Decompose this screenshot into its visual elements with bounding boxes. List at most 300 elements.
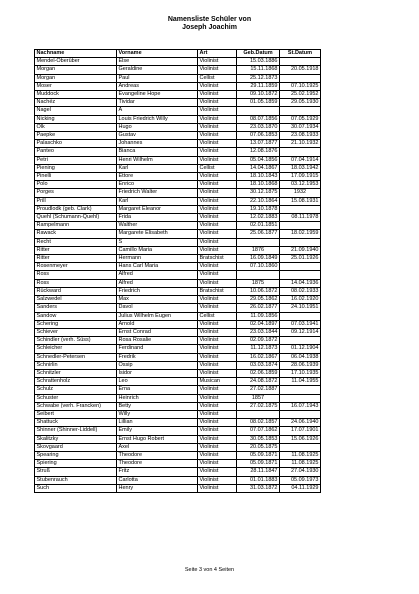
geb-datum-cell: 27.02.1875 bbox=[237, 402, 280, 410]
art-cell: Violinist bbox=[198, 279, 237, 287]
geb-datum-cell: 08.02.1857 bbox=[237, 419, 280, 427]
vorname-cell: Ettore bbox=[117, 173, 198, 181]
st-datum-cell: 11.08.1925 bbox=[280, 451, 321, 459]
table-row bbox=[35, 443, 321, 451]
art-cell: Violinist bbox=[198, 263, 237, 271]
st-datum-cell: 17.07.1901 bbox=[280, 427, 321, 435]
vorname-cell: Ferdinand bbox=[117, 345, 198, 353]
geb-datum-cell: 16.09.1849 bbox=[237, 255, 280, 263]
art-cell: Violinist bbox=[198, 337, 237, 345]
table-row bbox=[35, 386, 321, 394]
geb-datum-cell: 18.10.1868 bbox=[237, 181, 280, 189]
art-cell: Violinist bbox=[198, 369, 237, 377]
art-cell: Cellist bbox=[198, 312, 237, 320]
table-row bbox=[35, 296, 321, 304]
st-datum-cell: 24.06.1940 bbox=[280, 419, 321, 427]
art-cell: Violinist bbox=[198, 328, 237, 336]
nachname-cell: Palaschko bbox=[35, 140, 117, 148]
nachname-cell: Schwabe (verh. Francken) bbox=[35, 402, 117, 410]
table-row bbox=[35, 394, 321, 402]
vorname-cell: Ernst Conrad bbox=[117, 328, 198, 336]
geb-datum-cell: 15.11.1868 bbox=[237, 66, 280, 74]
table-row bbox=[35, 107, 321, 115]
st-datum-cell: 08.02.1933 bbox=[280, 287, 321, 295]
st-datum-cell: 17.09.1915 bbox=[280, 173, 321, 181]
vorname-cell: Geraldine bbox=[117, 66, 198, 74]
st-datum-cell: 07.10.1925 bbox=[280, 82, 321, 90]
nachname-cell: Skovgaard bbox=[35, 443, 117, 451]
nachname-cell: Prill bbox=[35, 197, 117, 205]
nachname-cell: Rückward bbox=[35, 287, 117, 295]
art-cell: Cellist bbox=[198, 164, 237, 172]
nachname-cell: Skalitzky bbox=[35, 435, 117, 443]
st-datum-cell bbox=[280, 238, 321, 246]
st-datum-cell: 07.03.1941 bbox=[280, 320, 321, 328]
table-row bbox=[35, 230, 321, 238]
nachname-cell: Proudlodk (geb. Clark) bbox=[35, 205, 117, 213]
vorname-cell: Frida bbox=[117, 214, 198, 222]
geb-datum-cell: 01.05.1859 bbox=[237, 99, 280, 107]
art-cell: Violinist bbox=[198, 91, 237, 99]
table-row bbox=[35, 353, 321, 361]
geb-datum-cell: 13.07.1877 bbox=[237, 140, 280, 148]
geb-datum-cell: 1876 bbox=[237, 246, 280, 254]
nachname-cell: Polo bbox=[35, 181, 117, 189]
st-datum-cell: 14.04.1936 bbox=[280, 279, 321, 287]
geb-datum-cell: 23.03.1870 bbox=[237, 123, 280, 131]
st-datum-cell: 30.07.1934 bbox=[280, 123, 321, 131]
vorname-cell: Henry bbox=[117, 484, 198, 492]
vorname-cell: Theodore bbox=[117, 451, 198, 459]
vorname-cell: Bianca bbox=[117, 148, 198, 156]
st-datum-cell bbox=[280, 410, 321, 418]
nachname-cell: Recht bbox=[35, 238, 117, 246]
art-cell: Violinist bbox=[198, 386, 237, 394]
st-datum-cell bbox=[280, 271, 321, 279]
vorname-cell: Evangeline Hope bbox=[117, 91, 198, 99]
vorname-cell: Betty bbox=[117, 402, 198, 410]
art-cell: Violinist bbox=[198, 82, 237, 90]
geb-datum-cell: 28.11.1847 bbox=[237, 468, 280, 476]
nachname-cell: Salzwedel bbox=[35, 296, 117, 304]
table-row bbox=[35, 123, 321, 131]
art-cell: Bratschist bbox=[198, 287, 237, 295]
vorname-cell: Walther bbox=[117, 222, 198, 230]
nachname-cell: Schiever bbox=[35, 328, 117, 336]
art-cell: Violinist bbox=[198, 460, 237, 468]
st-datum-cell bbox=[280, 263, 321, 271]
vorname-cell: Camillo Maria bbox=[117, 246, 198, 254]
st-datum-cell: 28.06.1939 bbox=[280, 361, 321, 369]
table-row bbox=[35, 66, 321, 74]
page-footer: Seite 3 von 4 Seiten bbox=[184, 567, 235, 573]
nachname-cell: Schnitzler bbox=[35, 369, 117, 377]
nachname-cell: Nicking bbox=[35, 115, 117, 123]
nachname-cell: Sandow bbox=[35, 312, 117, 320]
vorname-cell: Henri Wilhelm bbox=[117, 156, 198, 164]
geb-datum-cell: 05.04.1856 bbox=[237, 156, 280, 164]
st-datum-cell: 20.05.1918 bbox=[280, 66, 321, 74]
st-datum-cell: 08.11.1978 bbox=[280, 214, 321, 222]
table-row bbox=[35, 427, 321, 435]
geb-datum-cell: 05.09.1871 bbox=[237, 460, 280, 468]
nachname-cell: Olk bbox=[35, 123, 117, 131]
st-datum-cell: 11.04.1955 bbox=[280, 378, 321, 386]
geb-datum-cell: 11.12.1873 bbox=[237, 345, 280, 353]
art-cell: Violinist bbox=[198, 361, 237, 369]
column-header-art: Art bbox=[198, 50, 237, 58]
art-cell: Violinist bbox=[198, 394, 237, 402]
art-cell: Violinist bbox=[198, 132, 237, 140]
table-row bbox=[35, 419, 321, 427]
geb-datum-cell: 05.09.1871 bbox=[237, 451, 280, 459]
st-datum-cell: 05.09.1973 bbox=[280, 476, 321, 484]
table-row bbox=[35, 263, 321, 271]
vorname-cell: Ossip bbox=[117, 361, 198, 369]
art-cell: Violinist bbox=[198, 468, 237, 476]
table-row bbox=[35, 197, 321, 205]
geb-datum-cell: 12.08.1876 bbox=[237, 148, 280, 156]
table-row bbox=[35, 91, 321, 99]
vorname-cell: Fredrik bbox=[117, 353, 198, 361]
vorname-cell: Willy bbox=[117, 410, 198, 418]
st-datum-cell bbox=[280, 386, 321, 394]
vorname-cell: Margarete Elisabeth bbox=[117, 230, 198, 238]
vorname-cell: Tividar bbox=[117, 99, 198, 107]
geb-datum-cell: 07.06.1853 bbox=[237, 132, 280, 140]
st-datum-cell bbox=[280, 222, 321, 230]
art-cell: Violinist bbox=[198, 66, 237, 74]
geb-datum-cell: 02.01.1851 bbox=[237, 222, 280, 230]
st-datum-cell bbox=[280, 107, 321, 115]
vorname-cell: Karl bbox=[117, 164, 198, 172]
art-cell: Violinist bbox=[198, 304, 237, 312]
geb-datum-cell: 12.02.1883 bbox=[237, 214, 280, 222]
geb-datum-cell: 03.03.1874 bbox=[237, 361, 280, 369]
column-header-st-datum: St.Datum bbox=[280, 50, 321, 58]
art-cell: Cellist bbox=[198, 74, 237, 82]
art-cell: Violinist bbox=[198, 189, 237, 197]
st-datum-cell: 16.07.1943 bbox=[280, 402, 321, 410]
st-datum-cell: 23.08.1933 bbox=[280, 132, 321, 140]
art-cell: Bratschist bbox=[198, 255, 237, 263]
geb-datum-cell: 24.08.1872 bbox=[237, 378, 280, 386]
nachname-cell: Shattuck bbox=[35, 419, 117, 427]
geb-datum-cell: 02.06.1859 bbox=[237, 369, 280, 377]
st-datum-cell: 06.04.1938 bbox=[280, 353, 321, 361]
nachname-cell: Mendel-Oberüber bbox=[35, 58, 117, 66]
vorname-cell: Axel bbox=[117, 443, 198, 451]
geb-datum-cell: 22.10.1864 bbox=[237, 197, 280, 205]
table-row bbox=[35, 115, 321, 123]
table-row bbox=[35, 99, 321, 107]
geb-datum-cell: 01.01.1883 bbox=[237, 476, 280, 484]
table-row bbox=[35, 222, 321, 230]
st-datum-cell: 07.04.1914 bbox=[280, 156, 321, 164]
vorname-cell: Friedrich bbox=[117, 287, 198, 295]
geb-datum-cell: 09.10.1872 bbox=[237, 91, 280, 99]
table-row bbox=[35, 132, 321, 140]
art-cell: Violinist bbox=[198, 419, 237, 427]
art-cell: Violinist bbox=[198, 197, 237, 205]
table-row bbox=[35, 337, 321, 345]
student-table bbox=[34, 49, 321, 493]
st-datum-cell: 24.10.1951 bbox=[280, 304, 321, 312]
table-row bbox=[35, 255, 321, 263]
vorname-cell: Andreas bbox=[117, 82, 198, 90]
st-datum-cell: 1932 bbox=[280, 189, 321, 197]
geb-datum-cell: 15.03.1886 bbox=[237, 58, 280, 66]
art-cell: Violinist bbox=[198, 115, 237, 123]
nachname-cell: Schleicher bbox=[35, 345, 117, 353]
table-row bbox=[35, 140, 321, 148]
nachname-cell: Such bbox=[35, 484, 117, 492]
art-cell: Violinist bbox=[198, 320, 237, 328]
geb-datum-cell bbox=[237, 410, 280, 418]
nachname-cell: Schering bbox=[35, 320, 117, 328]
nachname-cell: Rawack bbox=[35, 230, 117, 238]
art-cell: Violinist bbox=[198, 402, 237, 410]
table-row bbox=[35, 304, 321, 312]
geb-datum-cell bbox=[237, 271, 280, 279]
table-row bbox=[35, 148, 321, 156]
geb-datum-cell: 02.09.1872 bbox=[237, 337, 280, 345]
art-cell: Violinist bbox=[198, 271, 237, 279]
geb-datum-cell: 30.12.1875 bbox=[237, 189, 280, 197]
table-row bbox=[35, 328, 321, 336]
table-row bbox=[35, 238, 321, 246]
st-datum-cell: 25.01.1926 bbox=[280, 255, 321, 263]
st-datum-cell: 29.05.1930 bbox=[280, 99, 321, 107]
nachname-cell: Petri bbox=[35, 156, 117, 164]
table-row bbox=[35, 484, 321, 492]
vorname-cell: Hugo bbox=[117, 123, 198, 131]
st-datum-cell: 15.08.1931 bbox=[280, 197, 321, 205]
geb-datum-cell: 29.11.1859 bbox=[237, 82, 280, 90]
art-cell: Violinist bbox=[198, 353, 237, 361]
geb-datum-cell: 11.09.1856 bbox=[237, 312, 280, 320]
table-row bbox=[35, 361, 321, 369]
nachname-cell: Muddock bbox=[35, 91, 117, 99]
vorname-cell: Carlotta bbox=[117, 476, 198, 484]
vorname-cell: Lillian bbox=[117, 419, 198, 427]
nachname-cell: Morgan bbox=[35, 66, 117, 74]
table-row bbox=[35, 378, 321, 386]
vorname-cell: Margaret Eleanor bbox=[117, 205, 198, 213]
nachname-cell: Morgan bbox=[35, 74, 117, 82]
page-title-line-1: Namensliste Schüler von bbox=[167, 16, 252, 23]
st-datum-cell: 17.10.1935 bbox=[280, 369, 321, 377]
nachname-cell: Spearing bbox=[35, 451, 117, 459]
geb-datum-cell: 25.12.1873 bbox=[237, 74, 280, 82]
table-row bbox=[35, 271, 321, 279]
table-row bbox=[35, 189, 321, 197]
table-row bbox=[35, 164, 321, 172]
vorname-cell: Gustav bbox=[117, 132, 198, 140]
table-body bbox=[35, 58, 321, 493]
art-cell: Violinist bbox=[198, 435, 237, 443]
st-datum-cell: 16.02.1920 bbox=[280, 296, 321, 304]
table-row bbox=[35, 345, 321, 353]
st-datum-cell: 04.11.1929 bbox=[280, 484, 321, 492]
art-cell: Violinist bbox=[198, 238, 237, 246]
nachname-cell: Stubenrauch bbox=[35, 476, 117, 484]
vorname-cell: Karl bbox=[117, 197, 198, 205]
table-row bbox=[35, 173, 321, 181]
geb-datum-cell bbox=[237, 238, 280, 246]
table-row bbox=[35, 369, 321, 377]
table-row bbox=[35, 74, 321, 82]
art-cell: Violinist bbox=[198, 296, 237, 304]
st-datum-cell: 07.05.1929 bbox=[280, 115, 321, 123]
vorname-cell: Emily bbox=[117, 427, 198, 435]
vorname-cell: Paul bbox=[117, 74, 198, 82]
art-cell: Violinist bbox=[198, 156, 237, 164]
art-cell: Violinist bbox=[198, 205, 237, 213]
table-row bbox=[35, 58, 321, 66]
table-row bbox=[35, 410, 321, 418]
art-cell: Violinist bbox=[198, 443, 237, 451]
table-header-row bbox=[35, 50, 321, 58]
art-cell: Violinist bbox=[198, 173, 237, 181]
vorname-cell: Louis Friedrich Willy bbox=[117, 115, 198, 123]
nachname-cell: Sanders bbox=[35, 304, 117, 312]
geb-datum-cell: 08.07.1856 bbox=[237, 115, 280, 123]
column-header-vorname: Vorname bbox=[117, 50, 198, 58]
page-title-line-2: Joseph Joachim bbox=[182, 24, 237, 31]
vorname-cell: Leo bbox=[117, 378, 198, 386]
nachname-cell: Ritter bbox=[35, 246, 117, 254]
vorname-cell: Fritz bbox=[117, 468, 198, 476]
nachname-cell: Rosenmeyer bbox=[35, 263, 117, 271]
art-cell: Violinist bbox=[198, 140, 237, 148]
vorname-cell: Hans Carl Maria bbox=[117, 263, 198, 271]
art-cell: Violinist bbox=[198, 246, 237, 254]
nachname-cell: Nachéz bbox=[35, 99, 117, 107]
table-row bbox=[35, 82, 321, 90]
geb-datum-cell: 29.05.1862 bbox=[237, 296, 280, 304]
vorname-cell: Isidor bbox=[117, 369, 198, 377]
art-cell: Violinist bbox=[198, 99, 237, 107]
st-datum-cell: 21.10.1932 bbox=[280, 140, 321, 148]
vorname-cell: Arnold bbox=[117, 320, 198, 328]
table-row bbox=[35, 279, 321, 287]
art-cell: Musican bbox=[198, 378, 237, 386]
st-datum-cell: 11.08.1925 bbox=[280, 460, 321, 468]
art-cell: Violinist bbox=[198, 410, 237, 418]
table-row bbox=[35, 156, 321, 164]
nachname-cell: Schnedler-Petersen bbox=[35, 353, 117, 361]
table-row bbox=[35, 246, 321, 254]
nachname-cell: Struß bbox=[35, 468, 117, 476]
vorname-cell: Max bbox=[117, 296, 198, 304]
vorname-cell: Else bbox=[117, 58, 198, 66]
vorname-cell: Heinrich bbox=[117, 394, 198, 402]
art-cell: Violinist bbox=[198, 107, 237, 115]
st-datum-cell: 09.12.1914 bbox=[280, 328, 321, 336]
table-row bbox=[35, 451, 321, 459]
geb-datum-cell: 1875 bbox=[237, 279, 280, 287]
table-row bbox=[35, 181, 321, 189]
art-cell: Violinist bbox=[198, 476, 237, 484]
geb-datum-cell: 07.07.1862 bbox=[237, 427, 280, 435]
nachname-cell: Rampelmann bbox=[35, 222, 117, 230]
geb-datum-cell: 25.06.1877 bbox=[237, 230, 280, 238]
vorname-cell: Julius Wilhelm Eugen bbox=[117, 312, 198, 320]
geb-datum-cell: 30.05.1853 bbox=[237, 435, 280, 443]
nachname-cell: Moser bbox=[35, 82, 117, 90]
geb-datum-cell: 26.02.1877 bbox=[237, 304, 280, 312]
st-datum-cell bbox=[280, 148, 321, 156]
table-row bbox=[35, 468, 321, 476]
vorname-cell: Alfred bbox=[117, 271, 198, 279]
st-datum-cell: 15.06.1926 bbox=[280, 435, 321, 443]
st-datum-cell: 21.09.1940 bbox=[280, 246, 321, 254]
st-datum-cell bbox=[280, 394, 321, 402]
st-datum-cell: 03.12.1953 bbox=[280, 181, 321, 189]
geb-datum-cell: 16.02.1867 bbox=[237, 353, 280, 361]
vorname-cell: Rosa Rosalie bbox=[117, 337, 198, 345]
vorname-cell: Theodore bbox=[117, 460, 198, 468]
st-datum-cell: 25.02.1952 bbox=[280, 91, 321, 99]
nachname-cell: Porges bbox=[35, 189, 117, 197]
nachname-cell: Schindler (verh. Süss) bbox=[35, 337, 117, 345]
art-cell: Violinist bbox=[198, 58, 237, 66]
geb-datum-cell bbox=[237, 107, 280, 115]
geb-datum-cell: 20.05.1875 bbox=[237, 443, 280, 451]
nachname-cell: Ritter bbox=[35, 255, 117, 263]
art-cell: Violinist bbox=[198, 181, 237, 189]
art-cell: Violinist bbox=[198, 148, 237, 156]
geb-datum-cell: 31.03.1872 bbox=[237, 484, 280, 492]
nachname-cell: Pinelli bbox=[35, 173, 117, 181]
vorname-cell: Enrico bbox=[117, 181, 198, 189]
st-datum-cell bbox=[280, 312, 321, 320]
nachname-cell: Spiering bbox=[35, 460, 117, 468]
st-datum-cell bbox=[280, 443, 321, 451]
geb-datum-cell: 18.10.1843 bbox=[237, 173, 280, 181]
geb-datum-cell: 19.10.1878 bbox=[237, 205, 280, 213]
vorname-cell: Alfred bbox=[117, 279, 198, 287]
vorname-cell: Hermann bbox=[117, 255, 198, 263]
nachname-cell: Piening bbox=[35, 164, 117, 172]
table-row bbox=[35, 214, 321, 222]
column-header-geb-datum: Geb.Datum bbox=[237, 50, 280, 58]
nachname-cell: Schrattenholz bbox=[35, 378, 117, 386]
table-row bbox=[35, 312, 321, 320]
table-row bbox=[35, 287, 321, 295]
table-row bbox=[35, 435, 321, 443]
nachname-cell: Seibert bbox=[35, 410, 117, 418]
st-datum-cell bbox=[280, 337, 321, 345]
geb-datum-cell: 1857 bbox=[237, 394, 280, 402]
table-row bbox=[35, 320, 321, 328]
st-datum-cell: 18.03.1942 bbox=[280, 164, 321, 172]
nachname-cell: Ross bbox=[35, 271, 117, 279]
geb-datum-cell: 27.02.1887 bbox=[237, 386, 280, 394]
vorname-cell: Johannes bbox=[117, 140, 198, 148]
art-cell: Violinist bbox=[198, 222, 237, 230]
art-cell: Violinist bbox=[198, 230, 237, 238]
st-datum-cell bbox=[280, 74, 321, 82]
column-header-nachname: Nachname bbox=[35, 50, 117, 58]
nachname-cell: Quehl (Schumann-Quehl) bbox=[35, 214, 117, 222]
art-cell: Violinist bbox=[198, 123, 237, 131]
nachname-cell: Schulz bbox=[35, 386, 117, 394]
table-row bbox=[35, 402, 321, 410]
st-datum-cell bbox=[280, 58, 321, 66]
st-datum-cell: 18.02.1959 bbox=[280, 230, 321, 238]
